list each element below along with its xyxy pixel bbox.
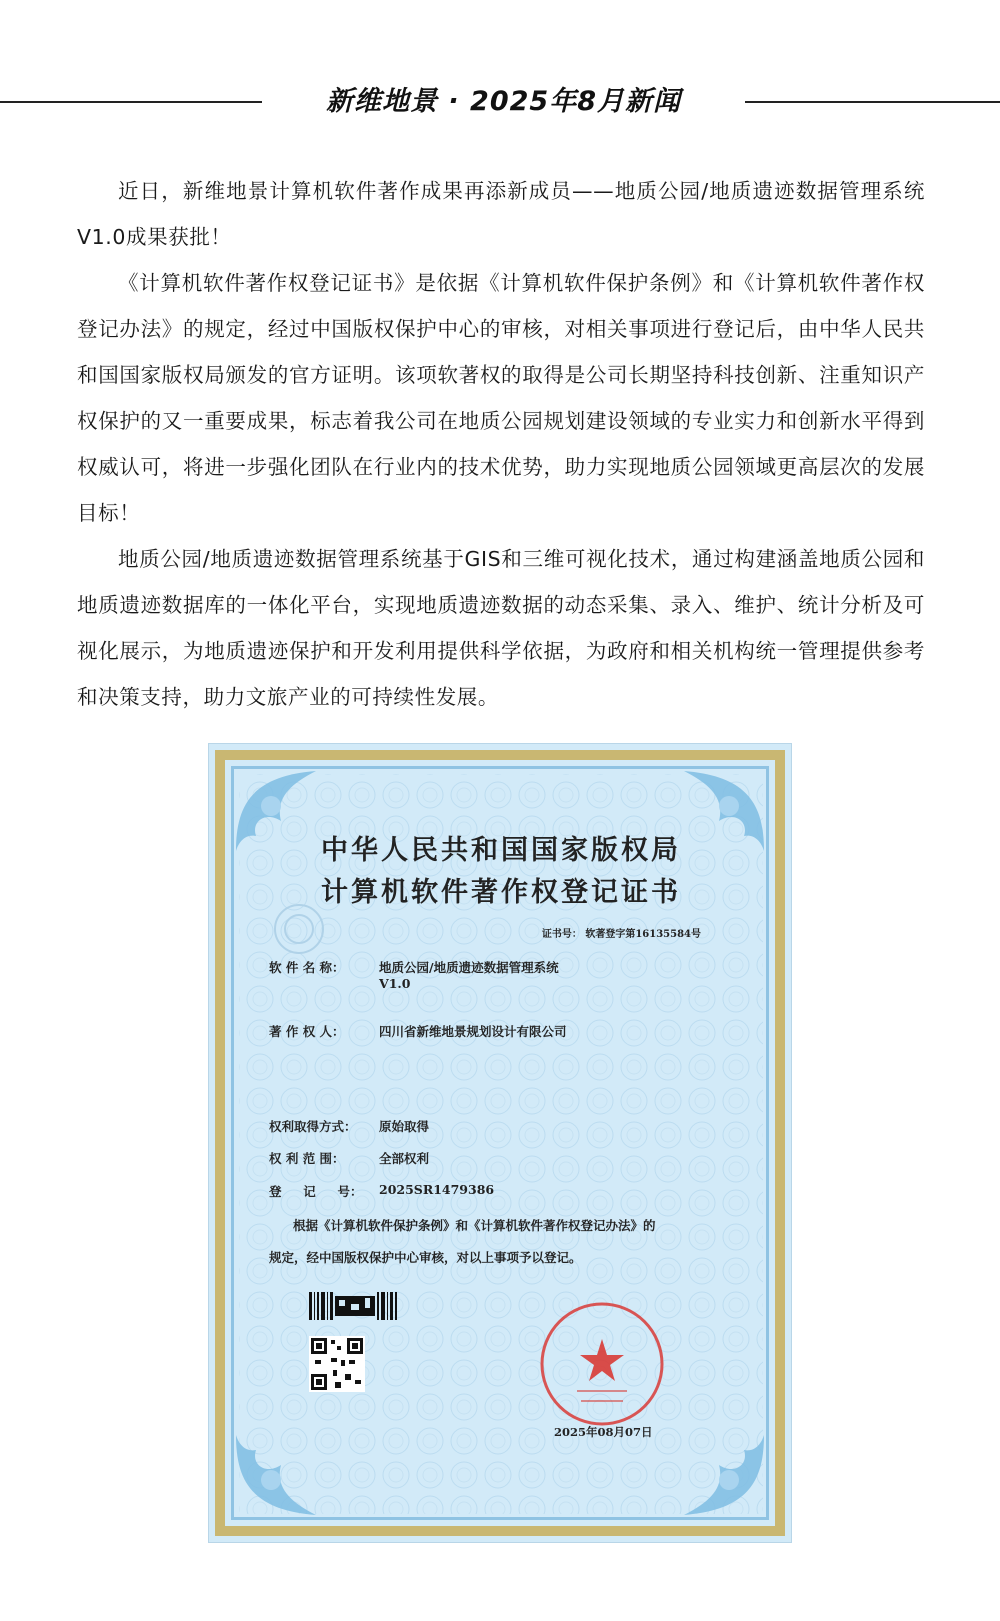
certificate-title-authority: 中华人民共和国国家版权局 [321,835,681,866]
certificate-declaration [269,1210,729,1274]
corner-ornament-icon [679,1430,769,1520]
issue-date: 2025年08月07日 [554,1425,653,1439]
page-title: 新维地景 · 2025年8月新闻 [326,86,681,117]
field-label: 登 记 号： [269,1184,363,1199]
field-registration-number [269,1182,494,1200]
barcode-icon [309,1292,399,1320]
field-value: 原始取得 [379,1119,430,1134]
article-body [77,168,925,720]
header-rule-right [745,101,1000,103]
software-name-line: 地质公园/地质遗迹数据管理系统 [379,960,559,975]
article-paragraph-1: 近日，新维地景计算机软件著作成果再添新成员——地质公园/地质遗迹数据管理系统V1.0成果获批！ [77,179,925,249]
official-seal-icon [537,1299,667,1429]
field-label: 软 件 名 称： [269,960,345,975]
declaration-line: 根据《计算机软件保护条例》和《计算机软件著作权登记办法》的 [293,1218,656,1233]
page-header [0,80,1000,124]
field-rights-scope [269,1149,429,1167]
field-acquire-method [269,1117,429,1135]
field-label: 权 利 范 围： [269,1151,345,1166]
field-value [379,958,559,991]
header-rule-left [0,101,262,103]
article-paragraph-2: 《计算机软件著作权登记证书》是依据《计算机软件保护条例》和《计算机软件著作权登记办法》的规定，经过中国版权保护中心的审核，对相关事项进行登记后，由中华人民共和国国家版权局颁发的官方证明。该项软著权的取得是公司长期坚持科技创新、注重知识产权保护的又一重要成果，标志着我公司在地质公园规划建设领域的专业实力和创新水平得到权威认可，将进一步强化团队在行业内的技术优势，助力实现地质公园领域更高层次的发展目标！ [77,271,925,525]
certificate-number: 证书号： 软著登字第16135584号 [541,929,701,940]
field-software-name [269,958,559,991]
software-version: V1.0 [379,976,411,991]
article-paragraph-3: 地质公园/地质遗迹数据管理系统基于GIS和三维可视化技术，通过构建涵盖地质公园和地质遗迹数据库的一体化平台，实现地质遗迹数据的动态采集、录入、维护、统计分析及可视化展示，为地质遗迹保护和开发利用提供科学依据，为政府和相关机构统一管理提供参考和决策支持，助力文旅产业的可持续性发展。 [77,547,925,709]
declaration-line: 规定，经中国版权保护中心审核，对以上事项予以登记。 [269,1250,582,1265]
certificate-image [208,743,792,1543]
qr-code-icon [309,1336,365,1392]
field-value: 2025SR1479386 [379,1182,495,1197]
corner-ornament-icon [231,1430,321,1520]
certificate-title-name: 计算机软件著作权登记证书 [321,877,681,908]
field-owner [269,1022,567,1040]
field-value: 全部权利 [379,1151,430,1166]
field-label: 著 作 权 人： [269,1024,345,1039]
field-label: 权利取得方式： [269,1119,357,1134]
field-value: 四川省新维地景规划设计有限公司 [379,1024,567,1039]
